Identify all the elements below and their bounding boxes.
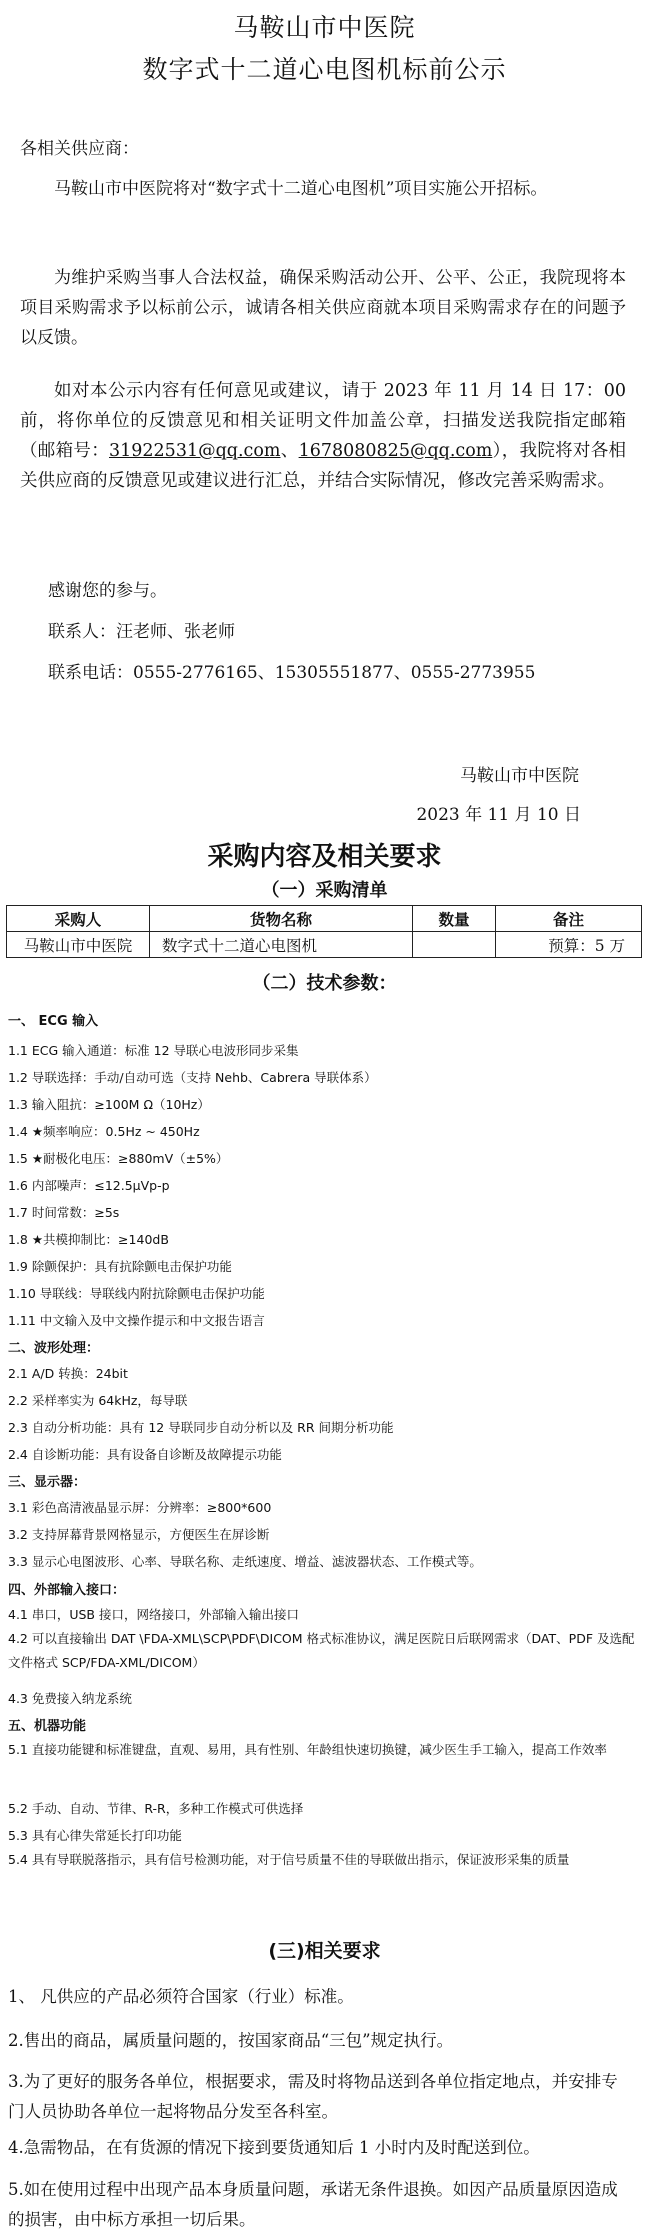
spec-heading: 五、机器功能 (8, 1719, 87, 1734)
spec-item: 1.11 中文输入及中文操作提示和中文报告语言 (8, 1313, 265, 1328)
table-header-row (7, 906, 642, 932)
spec-item: 1.1 ECG 输入通道：标准 12 导联心电波形同步采集 (8, 1043, 299, 1058)
email-link-1[interactable]: 31922531@qq.com (109, 441, 281, 461)
purchase-list-table (6, 905, 642, 958)
spec-item: 1.3 输入阻抗：≥100M Ω（10Hz） (8, 1097, 210, 1112)
section-title: 采购内容及相关要求 (207, 842, 442, 872)
spec-heading: 四、外部输入接口： (8, 1583, 126, 1598)
notice-paragraph-1: 马鞍山市中医院将对“数字式十二道心电图机”项目实施公开招标。 (54, 179, 548, 199)
spec-item: 1.4 ★频率响应：0.5Hz ~ 450Hz (8, 1124, 200, 1139)
thanks-text: 感谢您的参与。 (48, 581, 167, 601)
table-header-cell: 采购人 (7, 906, 150, 932)
notice-paragraph-3-end: ），我院将对各相关供应商的反馈意见或建议进行汇总，并结合实际情况，修改完善采购需求。 (20, 441, 627, 491)
spec-item: 1.5 ★耐极化电压：≥880mV（±5%） (8, 1151, 229, 1166)
requirement-item: 1、 凡供应的产品必须符合国家（行业）标准。 (8, 1987, 354, 2006)
document-subtitle: 数字式十二道心电图机标前公示 (142, 55, 507, 84)
requirement-item: 3.为了更好的服务各单位，根据要求，需及时将物品送到各单位指定地点，并安排专门人员协助各单位一起将物品分发至各科室。 (8, 2072, 618, 2121)
contact-phone: 联系电话：0555-2776165、15305551877、0555-2773955 (48, 663, 536, 683)
spec-item: 5.2 手动、自动、节律、R-R，多种工作模式可供选择 (8, 1801, 304, 1816)
spec-item: 3.2 支持屏幕背景网格显示，方便医生在屏诊断 (8, 1527, 270, 1542)
table-cell-quantity (413, 932, 496, 958)
document-title: 马鞍山市中医院 (233, 13, 416, 42)
requirement-item: 4.急需物品，在有货源的情况下接到要货通知后 1 小时内及时配送到位。 (8, 2138, 540, 2157)
tech-params-heading: （二）技术参数： (252, 973, 397, 994)
spec-item: 4.3 免费接入纳龙系统 (8, 1691, 132, 1706)
purchase-list-heading: （一）采购清单 (261, 880, 388, 901)
contact-person: 联系人：汪老师、张老师 (48, 622, 235, 642)
notice-date: 2023 年 11 月 10 日 (416, 805, 581, 825)
spec-item: 1.6 内部噪声：≤12.5μVp-p (8, 1178, 170, 1193)
signature: 马鞍山市中医院 (460, 766, 579, 786)
requirement-item: 2.售出的商品，属质量问题的，按国家商品“三包”规定执行。 (8, 2031, 454, 2050)
requirements-heading: (三)相关要求 (268, 1940, 381, 1962)
spec-item: 1.7 时间常数：≥5s (8, 1205, 120, 1220)
spec-item: 2.3 自动分析功能：具有 12 导联同步自动分析以及 RR 间期分析功能 (8, 1420, 394, 1435)
spec-item: 3.3 显示心电图波形、心率、导联名称、走纸速度、增益、滤波器状态、工作模式等。 (8, 1554, 482, 1569)
table-header-cell: 数量 (413, 906, 496, 932)
spec-item: 5.3 具有心律失常延长打印功能 (8, 1828, 182, 1843)
notice-paragraph-3-start: 如对本公示内容有任何意见或建议，请于 2023 年 11 月 14 日 17：00 前，将你单位的反馈意见和相关证明文件加盖公章，扫描发送我院指定邮箱（邮箱号： (20, 381, 626, 461)
notice-paragraph-2: 为维护采购当事人合法权益，确保采购活动公开、公平、公正，我院现将本项目采购需求予以标前公示，诚请各相关供应商就本项目采购需求存在的问题予以反馈。 (20, 268, 626, 348)
spec-item: 2.4 自诊断功能：具有设备自诊断及故障提示功能 (8, 1447, 282, 1462)
spec-item: 5.1 直接功能键和标准键盘，直观、易用，具有性别、年龄组快速切换键，减少医生手工输入，提高工作效率 (8, 1742, 607, 1757)
spec-item: 1.8 ★共模抑制比：≥140dB (8, 1232, 169, 1247)
table-cell-remark: 预算：5 万 (496, 932, 642, 958)
salutation: 各相关供应商： (20, 139, 139, 159)
spec-item: 4.2 可以直接输出 DAT \FDA-XML\SCP\PDF\DICOM 格式标准协议，满足医院日后联网需求（DAT、PDF 及选配文件格式 SCP/FDA-XML/DICOM） (8, 1631, 635, 1670)
spec-item: 1.2 导联选择：手动/自动可选（支持 Nehb、Cabrera 导联体系） (8, 1070, 377, 1085)
spec-item: 5.4 具有导联脱落指示，具有信号检测功能，对于信号质量不佳的导联做出指示，保证波形采集的质量 (8, 1852, 570, 1867)
requirement-item: 5.如在使用过程中出现产品本身质量问题，承诺无条件退换。如因产品质量原因造成的损害，由中标方承担一切后果。 (8, 2180, 618, 2229)
spec-heading: 一、 ECG 输入 (8, 1014, 99, 1029)
table-cell-goods: 数字式十二道心电图机 (150, 932, 413, 958)
spec-item: 4.1 串口，USB 接口，网络接口，外部输入输出接口 (8, 1607, 299, 1622)
spec-item: 2.1 A/D 转换：24bit (8, 1366, 128, 1381)
table-header-cell: 货物名称 (150, 906, 413, 932)
spec-heading: 二、波形处理： (8, 1341, 100, 1356)
notice-paragraph-3 (20, 376, 626, 496)
spec-item: 3.1 彩色高清液晶显示屏：分辨率：≥800*600 (8, 1500, 272, 1515)
table-header-cell: 备注 (496, 906, 642, 932)
table-cell-purchaser: 马鞍山市中医院 (7, 932, 150, 958)
spec-heading: 三、显示器： (8, 1475, 87, 1490)
spec-item: 1.9 除颤保护：具有抗除颤电击保护功能 (8, 1259, 232, 1274)
email-link-2[interactable]: 1678080825@qq.com (298, 441, 493, 461)
email-separator: 、 (280, 441, 299, 461)
spec-item: 2.2 采样率实为 64kHz，每导联 (8, 1393, 188, 1408)
table-row (7, 932, 642, 958)
spec-item: 1.10 导联线：导联线内附抗除颤电击保护功能 (8, 1286, 265, 1301)
